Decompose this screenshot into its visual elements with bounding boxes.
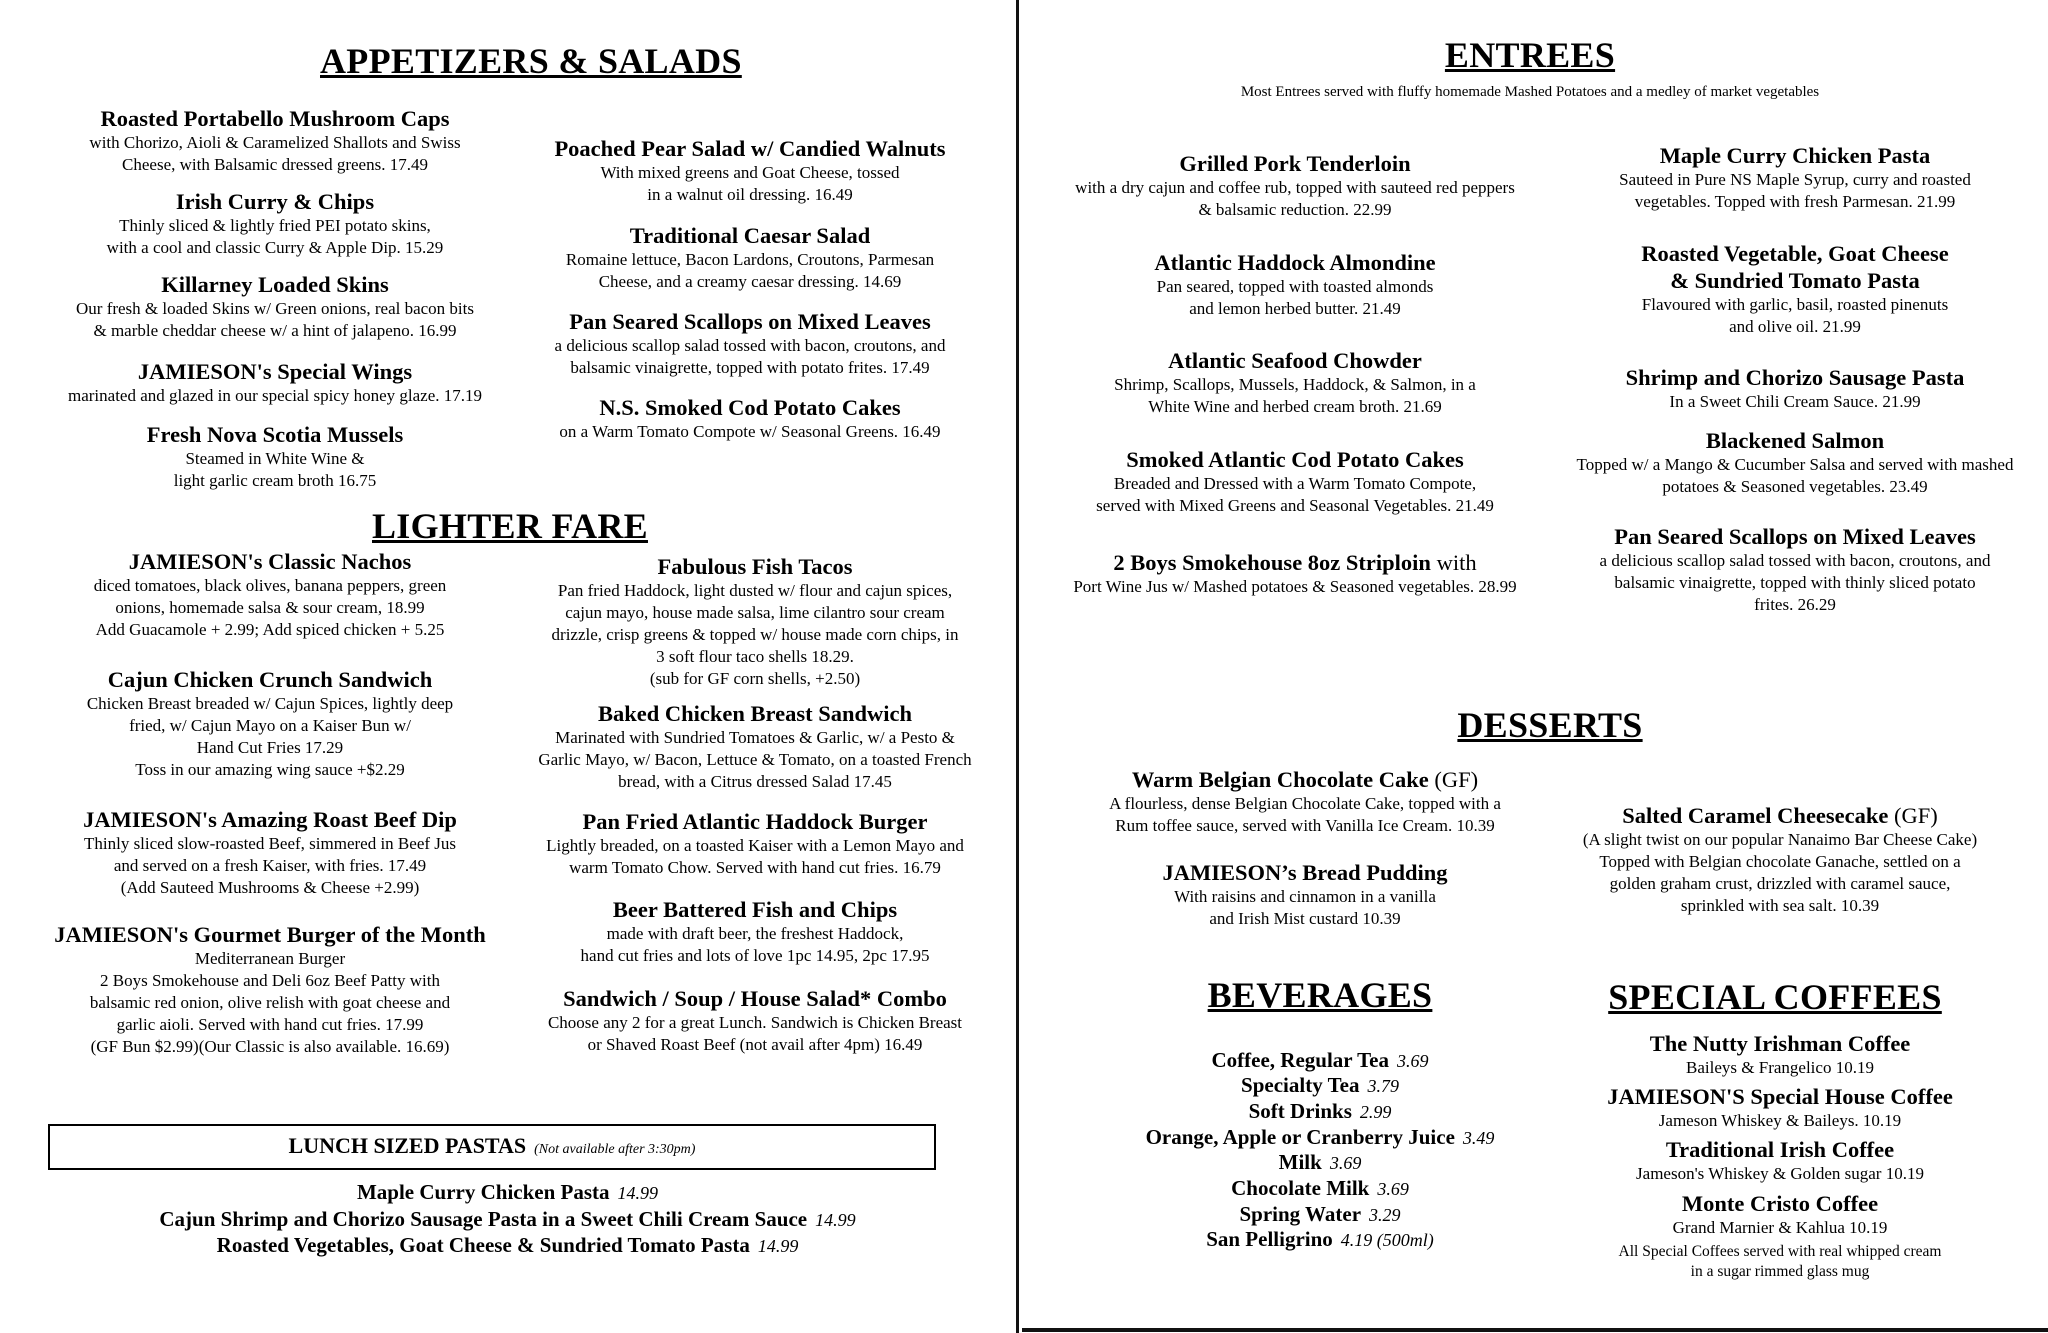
- item-desc: diced tomatoes, black olives, banana peppers, green: [93, 576, 447, 595]
- item-desc: (sub for GF corn shells, +2.50): [649, 669, 861, 688]
- menu-item: [1030, 347, 1560, 418]
- note-line: All Special Coffees served with real whipped cream: [1618, 1243, 1942, 1260]
- item-desc: Jameson Whiskey & Baileys. 10.19: [1658, 1111, 1902, 1130]
- item-desc: Pan seared, topped with toasted almonds: [1156, 277, 1434, 296]
- lunch-pasta-item: [0, 1180, 1015, 1205]
- item-name: Shrimp and Chorizo Sausage Pasta: [1625, 365, 1965, 390]
- item-name: N.S. Smoked Cod Potato Cakes: [599, 395, 901, 420]
- item-desc: bread, with a Citrus dressed Salad 17.45: [618, 772, 892, 791]
- menu-item: [20, 806, 520, 899]
- item-desc: hand cut fries and lots of love 1pc 14.95, 2pc 17.95: [580, 946, 930, 965]
- item-desc: cajun mayo, house made salsa, lime cilantro sour cream: [565, 603, 945, 622]
- item-desc: and olive oil. 21.99: [1729, 317, 1861, 336]
- menu-item: [20, 921, 520, 1058]
- beverage-price: 2.99: [1359, 1102, 1392, 1122]
- menu-item: [520, 808, 990, 879]
- beverage-item: [1070, 1227, 1570, 1252]
- menu-item: [20, 548, 520, 641]
- desserts-title: DESSERTS: [1457, 705, 1643, 745]
- beverage-price: 3.49: [1462, 1128, 1495, 1148]
- item-desc: made with draft beer, the freshest Haddock,: [606, 924, 904, 943]
- item-name: Atlantic Haddock Almondine: [1154, 250, 1436, 275]
- item-desc: Port Wine Jus w/ Mashed potatoes & Seasoned vegetables. 28.99: [1073, 577, 1517, 596]
- lunch-pasta-price: 14.99: [617, 1183, 659, 1203]
- item-desc: Toss in our amazing wing sauce +$2.29: [135, 760, 405, 779]
- item-desc: Garlic Mayo, w/ Bacon, Lettuce & Tomato, on a toasted French: [538, 750, 972, 769]
- entrees-subtitle: Most Entrees served with fluffy homemade Mashed Potatoes and a medley of market vegetables: [1240, 84, 1820, 100]
- menu-item: [1560, 1136, 2000, 1185]
- item-desc: White Wine and herbed cream broth. 21.69: [1148, 397, 1442, 416]
- item-name: Baked Chicken Breast Sandwich: [597, 701, 913, 726]
- menu-item: [30, 105, 520, 176]
- item-name: Salted Caramel Cheesecake: [1622, 803, 1889, 828]
- item-desc: Thinly sliced & lightly fried PEI potato skins,: [119, 216, 431, 235]
- item-desc: a delicious scallop salad tossed with bacon, croutons, and: [1599, 551, 1991, 570]
- item-desc: golden graham crust, drizzled with caramel sauce,: [1609, 874, 1951, 893]
- menu-item: [1540, 802, 2020, 917]
- item-desc: on a Warm Tomato Compote w/ Seasonal Greens. 16.49: [559, 422, 941, 441]
- item-name-suffix: (GF): [1888, 803, 1938, 828]
- menu-item: [520, 700, 990, 793]
- item-desc: Topped with Belgian chocolate Ganache, settled on a: [1599, 852, 1961, 871]
- item-name: Warm Belgian Chocolate Cake: [1131, 767, 1429, 792]
- item-name: Atlantic Seafood Chowder: [1168, 348, 1422, 373]
- item-desc: warm Tomato Chow. Served with hand cut fries. 16.79: [569, 858, 941, 877]
- item-desc: Jameson's Whiskey & Golden sugar 10.19: [1636, 1164, 1924, 1183]
- item-desc: Chicken Breast breaded w/ Cajun Spices, lightly deep: [86, 694, 454, 713]
- item-desc: balsamic red onion, olive relish with goat cheese and: [89, 993, 451, 1012]
- item-desc: with a dry cajun and coffee rub, topped with sauteed red peppers: [1075, 178, 1515, 197]
- item-desc: Topped w/ a Mango & Cucumber Salsa and served with mashed: [1576, 455, 2014, 474]
- item-desc: Hand Cut Fries 17.29: [196, 738, 344, 757]
- item-name: JAMIESON's Gourmet Burger of the Month: [54, 922, 486, 947]
- item-desc: Rum toffee sauce, served with Vanilla Ice Cream. 10.39: [1115, 816, 1495, 835]
- lighter-fare-title: LIGHTER FARE: [372, 506, 648, 546]
- item-name: Traditional Caesar Salad: [629, 223, 871, 248]
- item-desc: (Add Sauteed Mushrooms & Cheese +2.99): [120, 878, 420, 897]
- beverage-name: Milk: [1278, 1150, 1322, 1174]
- beverage-name: Soft Drinks: [1248, 1099, 1352, 1123]
- beverage-item: [1070, 1073, 1570, 1098]
- item-desc: served with Mixed Greens and Seasonal Vegetables. 21.49: [1096, 496, 1494, 515]
- menu-item: [1030, 549, 1560, 598]
- menu-item: [520, 394, 980, 443]
- item-desc: a delicious scallop salad tossed with bacon, croutons, and: [554, 336, 946, 355]
- item-name: Grilled Pork Tenderloin: [1179, 151, 1411, 176]
- item-name: Pan Seared Scallops on Mixed Leaves: [569, 309, 931, 334]
- item-name: Fresh Nova Scotia Mussels: [146, 422, 404, 447]
- item-desc: balsamic vinaigrette, topped with thinly sliced potato: [1614, 573, 1976, 592]
- item-desc: and Irish Mist custard 10.39: [1209, 909, 1401, 928]
- item-desc: Steamed in White Wine &: [185, 449, 365, 468]
- beverage-item: [1070, 1150, 1570, 1175]
- item-name: Traditional Irish Coffee: [1665, 1137, 1895, 1162]
- special-coffees-note: [1560, 1242, 2000, 1282]
- menu-item: [1560, 1083, 2000, 1132]
- item-name: Irish Curry & Chips: [175, 189, 375, 214]
- menu-item: [1550, 364, 2040, 413]
- item-name: Smoked Atlantic Cod Potato Cakes: [1126, 447, 1464, 472]
- menu-item: [1550, 427, 2040, 498]
- beverage-price: 4.19 (500ml): [1340, 1230, 1434, 1250]
- item-desc: Cheese, and a creamy caesar dressing. 14.69: [598, 272, 902, 291]
- item-desc: drizzle, crisp greens & topped w/ house made corn chips, in: [551, 625, 959, 644]
- item-desc: and served on a fresh Kaiser, with fries. 17.49: [113, 856, 427, 875]
- beverage-price: 3.69: [1397, 1051, 1429, 1071]
- item-name-line2: & Sundried Tomato Pasta: [1670, 268, 1920, 293]
- item-desc: Marinated with Sundried Tomatoes & Garlic, w/ a Pesto &: [555, 728, 955, 747]
- menu-item: [1030, 150, 1560, 221]
- beverage-name: Spring Water: [1239, 1202, 1362, 1226]
- lunch-pasta-name: Roasted Vegetables, Goat Cheese & Sundried Tomato Pasta: [216, 1233, 750, 1257]
- menu-item: [520, 308, 980, 379]
- lunch-pasta-name: Cajun Shrimp and Chorizo Sausage Pasta in a Sweet Chili Cream Sauce: [159, 1207, 808, 1231]
- menu-item: [520, 553, 990, 690]
- item-name: Maple Curry Chicken Pasta: [1659, 143, 1931, 168]
- page-divider: [1016, 0, 1019, 1333]
- menu-item: [1030, 446, 1560, 517]
- item-desc: Lightly breaded, on a toasted Kaiser with a Lemon Mayo and: [546, 836, 964, 855]
- lunch-pasta-name: Maple Curry Chicken Pasta: [356, 1180, 610, 1204]
- menu-item: [1560, 1190, 2000, 1239]
- item-desc: potatoes & Seasoned vegetables. 23.49: [1662, 477, 1928, 496]
- menu-item: [1560, 1030, 2000, 1079]
- item-desc: sprinkled with sea salt. 10.39: [1680, 896, 1880, 915]
- beverages-title: BEVERAGES: [1207, 975, 1433, 1015]
- menu-item: [520, 135, 980, 206]
- item-desc: Thinly sliced slow-roasted Beef, simmered in Beef Jus: [83, 834, 457, 853]
- beverage-item: [1070, 1125, 1570, 1150]
- beverage-item: [1070, 1048, 1570, 1073]
- item-desc: and lemon herbed butter. 21.49: [1189, 299, 1401, 318]
- entrees-title: ENTREES: [1444, 35, 1616, 75]
- beverage-name: Orange, Apple or Cranberry Juice: [1145, 1125, 1455, 1149]
- beverage-price: 3.29: [1369, 1205, 1401, 1225]
- item-name: Roasted Portabello Mushroom Caps: [100, 106, 450, 131]
- item-desc: Our fresh & loaded Skins w/ Green onions, real bacon bits: [76, 299, 474, 318]
- item-name: JAMIESON’s Bread Pudding: [1162, 860, 1448, 885]
- item-desc: Romaine lettuce, Bacon Lardons, Croutons, Parmesan: [565, 250, 935, 269]
- lunch-pasta-item: [0, 1207, 1015, 1232]
- item-desc: Choose any 2 for a great Lunch. Sandwich is Chicken Breast: [547, 1013, 963, 1032]
- item-desc: 3 soft flour taco shells 18.29.: [656, 647, 854, 666]
- appetizers-title: APPETIZERS & SALADS: [320, 41, 742, 81]
- lunch-pastas-title: LUNCH SIZED PASTAS: [288, 1133, 527, 1158]
- item-desc: In a Sweet Chili Cream Sauce. 21.99: [1669, 392, 1921, 411]
- lunch-pastas-note: (Not available after 3:30pm): [534, 1142, 696, 1157]
- item-desc: garlic aioli. Served with hand cut fries. 17.99: [116, 1015, 424, 1034]
- item-desc: vegetables. Topped with fresh Parmesan. 21.99: [1634, 192, 1956, 211]
- item-name: JAMIESON's Special Wings: [137, 359, 413, 384]
- item-name: JAMIESON's Amazing Roast Beef Dip: [83, 807, 457, 832]
- menu-item: [20, 666, 520, 781]
- item-name: JAMIESON's Classic Nachos: [128, 549, 412, 574]
- menu-item: [520, 896, 990, 967]
- item-desc: onions, homemade salsa & sour cream, 18.99: [115, 598, 425, 617]
- item-name: Poached Pear Salad w/ Candied Walnuts: [554, 136, 946, 161]
- item-desc: Baileys & Frangelico 10.19: [1686, 1058, 1874, 1077]
- item-desc: With mixed greens and Goat Cheese, tossed: [600, 163, 900, 182]
- item-desc: frites. 26.29: [1754, 595, 1836, 614]
- lunch-pasta-price: 14.99: [815, 1210, 856, 1230]
- beverage-price: 3.69: [1329, 1153, 1362, 1173]
- beverage-name: Chocolate Milk: [1231, 1176, 1370, 1200]
- item-name: The Nutty Irishman Coffee: [1649, 1031, 1911, 1056]
- lunch-pasta-item: [0, 1233, 1015, 1258]
- beverage-name: Coffee, Regular Tea: [1211, 1048, 1389, 1072]
- menu-item: [1060, 766, 1550, 837]
- beverage-name: Specialty Tea: [1241, 1073, 1360, 1097]
- item-desc: & marble cheddar cheese w/ a hint of jalapeno. 16.99: [93, 321, 457, 340]
- beverage-price: 3.79: [1367, 1076, 1399, 1096]
- menu-item: [1060, 859, 1550, 930]
- menu-item: [520, 222, 980, 293]
- item-name: Roasted Vegetable, Goat Cheese: [1641, 241, 1949, 266]
- item-desc: in a walnut oil dressing. 16.49: [647, 185, 853, 204]
- item-name: JAMIESON'S Special House Coffee: [1607, 1084, 1953, 1109]
- item-name-suffix: with: [1430, 550, 1477, 575]
- item-name-suffix: (GF): [1428, 767, 1479, 792]
- menu-item: [30, 188, 520, 259]
- item-desc: fried, w/ Cajun Mayo on a Kaiser Bun w/: [129, 716, 411, 735]
- item-desc: Flavoured with garlic, basil, roasted pinenuts: [1641, 295, 1949, 314]
- item-desc: light garlic cream broth 16.75: [173, 471, 377, 490]
- menu-item: [1550, 523, 2040, 616]
- item-desc: Cheese, with Balsamic dressed greens. 17.49: [122, 155, 428, 174]
- menu-item: [1550, 240, 2040, 338]
- beverage-name: San Pelligrino: [1206, 1227, 1333, 1251]
- menu-item: [520, 985, 990, 1056]
- item-desc: Add Guacamole + 2.99; Add spiced chicken + 5.25: [95, 620, 445, 639]
- item-desc: marinated and glazed in our special spicy honey glaze. 17.19: [68, 386, 482, 405]
- menu-item: [1550, 142, 2040, 213]
- item-desc: (GF Bun $2.99)(Our Classic is also available. 16.69): [90, 1037, 450, 1056]
- item-name: Blackened Salmon: [1705, 428, 1885, 453]
- item-name: Cajun Chicken Crunch Sandwich: [107, 667, 433, 692]
- beverage-item: [1070, 1202, 1570, 1227]
- menu-item: [30, 271, 520, 342]
- item-name: Monte Cristo Coffee: [1681, 1191, 1879, 1216]
- item-desc: (A slight twist on our popular Nanaimo Bar Cheese Cake): [1582, 830, 1978, 849]
- item-name: Pan Fried Atlantic Haddock Burger: [582, 809, 928, 834]
- item-name: Beer Battered Fish and Chips: [612, 897, 898, 922]
- item-desc: Shrimp, Scallops, Mussels, Haddock, & Salmon, in a: [1114, 375, 1476, 394]
- item-desc: or Shaved Roast Beef (not avail after 4pm) 16.49: [587, 1035, 923, 1054]
- lunch-pasta-price: 14.99: [757, 1236, 799, 1256]
- item-desc: Pan fried Haddock, light dusted w/ flour and cajun spices,: [557, 581, 953, 600]
- item-desc: with a cool and classic Curry & Apple Dip. 15.29: [106, 238, 444, 257]
- item-desc: with Chorizo, Aioli & Caramelized Shallots and Swiss: [89, 133, 461, 152]
- menu-item: [30, 358, 520, 407]
- item-desc: Grand Marnier & Kahlua 10.19: [1672, 1218, 1888, 1237]
- item-desc: With raisins and cinnamon in a vanilla: [1174, 887, 1436, 906]
- item-desc: 2 Boys Smokehouse and Deli 6oz Beef Patty with: [100, 971, 440, 990]
- beverage-item: [1070, 1099, 1570, 1124]
- beverage-item: [1070, 1176, 1570, 1201]
- item-name: Sandwich / Soup / House Salad* Combo: [563, 986, 947, 1011]
- menu-item: [30, 421, 520, 492]
- note-line: in a sugar rimmed glass mug: [1690, 1263, 1870, 1280]
- menu-item: [1030, 249, 1560, 320]
- item-desc: A flourless, dense Belgian Chocolate Cake, topped with a: [1109, 794, 1501, 813]
- item-desc: balsamic vinaigrette, topped with potato frites. 17.49: [570, 358, 930, 377]
- beverage-price: 3.69: [1377, 1179, 1409, 1199]
- item-name: Pan Seared Scallops on Mixed Leaves: [1614, 524, 1976, 549]
- item-desc: Mediterranean Burger: [194, 949, 346, 968]
- lunch-pastas-banner: [48, 1124, 936, 1170]
- item-name: Fabulous Fish Tacos: [657, 554, 853, 579]
- page-bottom-edge: [1022, 1328, 2048, 1332]
- item-name: Killarney Loaded Skins: [161, 272, 389, 297]
- special-coffees-title: SPECIAL COFFEES: [1608, 977, 1942, 1017]
- item-desc: Breaded and Dressed with a Warm Tomato Compote,: [1113, 474, 1477, 493]
- item-desc: & balsamic reduction. 22.99: [1198, 200, 1392, 219]
- item-desc: Sauteed in Pure NS Maple Syrup, curry and roasted: [1619, 170, 1971, 189]
- item-name: 2 Boys Smokehouse 8oz Striploin: [1113, 550, 1431, 575]
